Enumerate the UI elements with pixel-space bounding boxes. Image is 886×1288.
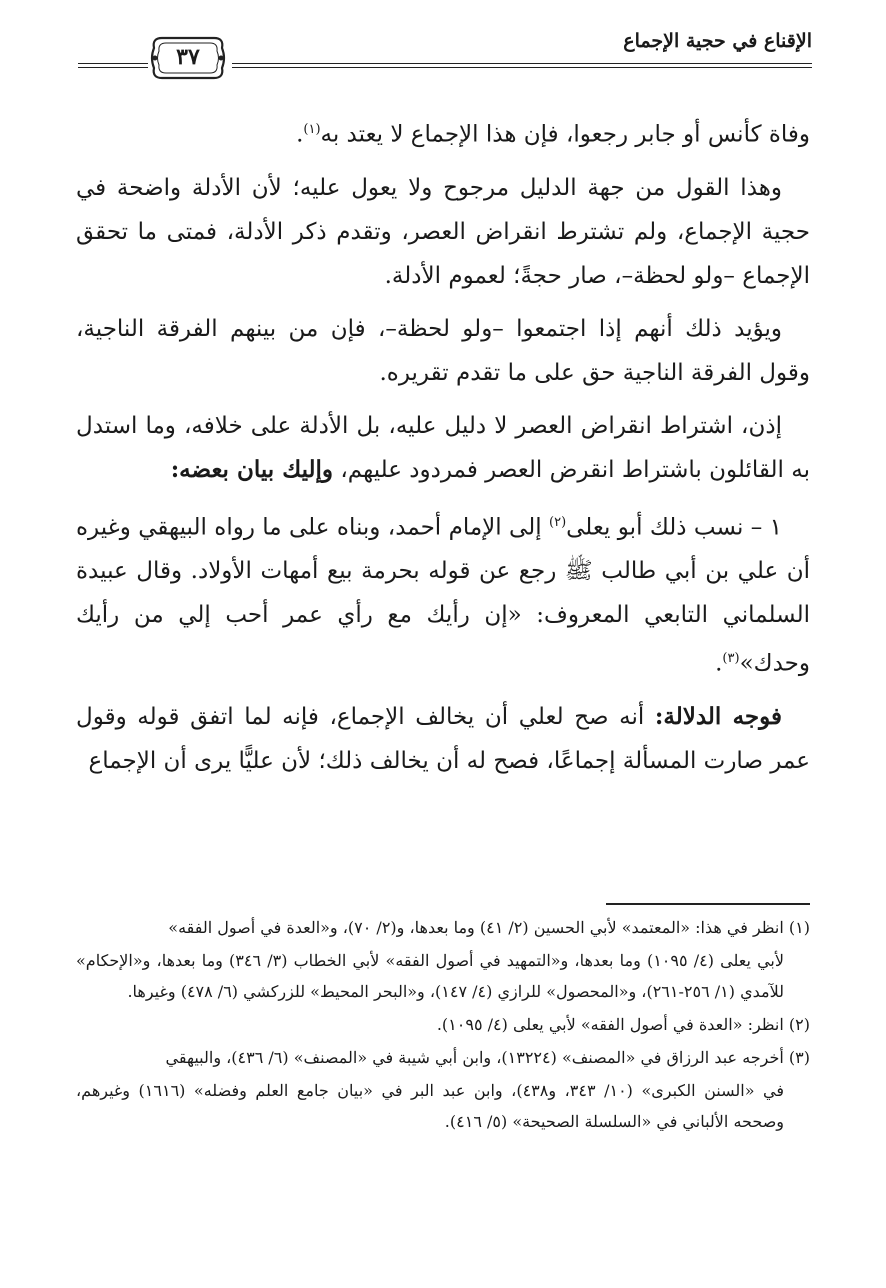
footnote-text: (١) انظر في هذا: «المعتمد» لأبي الحسين (٢/ ٤١) وما بعدها، و(٢/ ٧٠)، و«العدة في أصول الفقه» [168, 918, 810, 937]
footnote-text: (٣) أخرجه عبد الرزاق في «المصنف» (١٣٢٢٤)، وابن أبي شيبة في «المصنف» (٦/ ٤٣٦)، والبيهقي [165, 1048, 810, 1067]
punctuation: . [296, 121, 304, 148]
footnote-1-continued: لأبي يعلى (٤/ ١٠٩٥) وما بعدها، و«التمهيد في أصول الفقه» لأبي الخطاب (٣/ ٣٤٦) وما بعدها، و«الإحكام» للآمدي (١/ ٢٥٦-٢٦١)، و«المحصول» للرازي (٤/ ١٤٧)، و«البحر المحيط» للزركشي (٦/ ٤٧٨) وغيرها. [76, 951, 784, 1001]
footnote-2: (٢) انظر: «العدة في أصول الفقه» لأبي يعلى (٤/ ١٠٩٥). [436, 1015, 810, 1034]
header-rule [232, 63, 812, 64]
paragraph-text: إذن، اشتراط انقراض العصر لا دليل عليه، بل الأدلة على خلافه، وما استدل به القائلون باشتراط انقرض العصر فمردود عليهم، [76, 412, 810, 483]
honorific-glyph: ﷺ [564, 558, 593, 585]
footnote-ref: (٣) [722, 651, 740, 667]
paragraph: ويؤيد ذلك أنهم إذا اجتمعوا –ولو لحظة–، فإن من بينهم الفرقة الناجية، وقول الفرقة الناجية حق على ما تقدم تقريره. [76, 315, 810, 386]
paragraph-text: إلى الإمام أحمد، وبناه على ما رواه البيهقي وغيره أن علي بن أبي طالب [76, 514, 810, 585]
page-header [72, 24, 812, 94]
footnote-3-continued: في «السنن الكبرى» (١٠/ ٣٤٣، و٤٣٨)، وابن عبد البر في «بيان جامع العلم وفضله» (١٦١٦) وغيرهم، وصححه الألباني في «السلسلة الصحيحة» (٥/ ٤١٦). [76, 1081, 785, 1131]
footnote-3 [76, 1042, 810, 1073]
paragraph-text: أنه صح لعلي أن يخالف الإجماع، فإنه لما اتفق قوله وقول عمر صارت المسألة إجماعًا، فصح له أن يخالف ذلك؛ لأن عليًّا يرى أن الإجماع [76, 703, 810, 774]
footnote-ref: (١) [303, 122, 321, 137]
main-text [76, 108, 810, 792]
header-rule [232, 67, 812, 68]
paragraph-text: ١ – نسب ذلك أبو يعلى [566, 514, 783, 541]
paragraph [76, 404, 810, 492]
paragraph-text: رجع عن قوله بحرمة بيع أمهات الأولاد. وقال عبيدة السلماني التابعي المعروف: «إن رأيك مع رأي عمر أحب إلي من رأيك وحدك» [76, 558, 810, 677]
page-number: ٣٧ [176, 44, 200, 70]
footnote-separator [606, 903, 810, 905]
punctuation: . [715, 650, 723, 677]
paragraph: وهذا القول من جهة الدليل مرجوح ولا يعول عليه؛ لأن الأدلة واضحة في حجية الإجماع، ولم تشترط انقراض العصر، وتقدم ذكر الأدلة، فمتى ما تحقق الإجماع –ولو لحظة–، صار حجةً؛ لعموم الأدلة. [76, 174, 811, 289]
footnote-ref: (٢) [549, 514, 567, 530]
header-rule [78, 63, 148, 64]
paragraph [76, 108, 810, 157]
footnote-1 [76, 912, 810, 943]
paragraph [76, 695, 810, 783]
bold-phrase: فوجه الدلالة: [654, 702, 782, 730]
bold-phrase: وإليك بيان بعضه: [170, 455, 334, 483]
footnotes [76, 912, 810, 1139]
paragraph [76, 501, 810, 686]
running-title: الإقناع في حجية الإجماع [623, 30, 812, 52]
page-number-badge [148, 32, 228, 84]
paragraph-text: وفاة كأنس أو جابر رجعوا، فإن هذا الإجماع لا يعتد به [320, 121, 810, 148]
header-rule [78, 67, 148, 68]
